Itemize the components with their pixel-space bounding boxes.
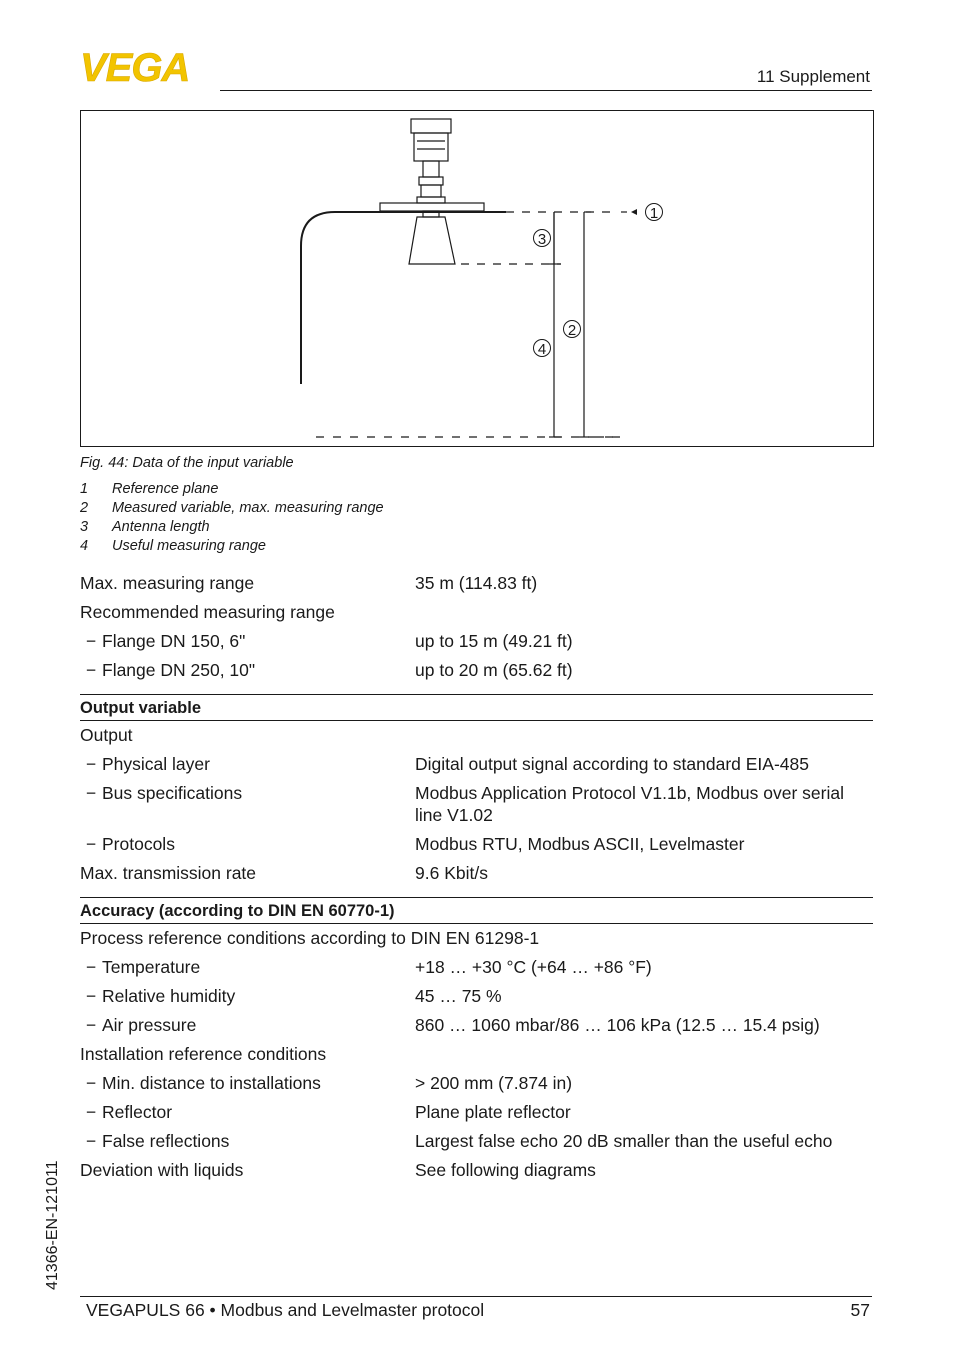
legend-item: 3 Antenna length — [80, 519, 210, 535]
legend-item: 2 Measured variable, max. measuring range — [80, 500, 384, 516]
svg-text:3: 3 — [537, 231, 547, 248]
spec-row: − Protocols Modbus RTU, Modbus ASCII, Levelmaster — [80, 830, 873, 859]
spec-row: − Physical layer Digital output signal according to standard EIA-485 — [80, 750, 873, 779]
svg-text:2: 2 — [567, 322, 577, 339]
flange — [380, 203, 484, 211]
svg-text:1: 1 — [649, 205, 659, 222]
spec-row: − Flange DN 150, 6" up to 15 m (49.21 ft) — [80, 627, 873, 656]
housing-body — [414, 133, 448, 161]
spec-row: − Flange DN 250, 10" up to 20 m (65.62 ft) — [80, 656, 873, 685]
callout-4 — [534, 340, 551, 359]
output-variable-heading: Output variable — [80, 694, 873, 721]
footer-title: VEGAPULS 66 • Modbus and Levelmaster protocol — [86, 1300, 485, 1320]
spec-row: Output — [80, 725, 133, 745]
header-divider — [220, 90, 872, 91]
section-label: 11 Supplement — [756, 67, 870, 86]
callout-1 — [646, 204, 663, 223]
spec-row: − False reflections Largest false echo 20 dB smaller than the useful echo — [80, 1127, 873, 1156]
spec-row: − Air pressure 860 … 1060 mbar/86 … 106 kPa (12.5 … 15.4 psig) — [80, 1011, 873, 1040]
legend-item: 4 Useful measuring range — [80, 538, 266, 554]
spec-row: Process reference conditions according to DIN EN 61298-1 — [80, 928, 540, 948]
spec-row: − Min. distance to installations > 200 mm (7.874 in) — [80, 1069, 873, 1098]
callout-2 — [564, 321, 581, 340]
spec-row: − Reflector Plane plate reflector — [80, 1098, 873, 1127]
spec-row: − Temperature +18 … +30 °C (+64 … +86 °F) — [80, 953, 873, 982]
spec-table — [80, 569, 873, 1185]
housing-top — [411, 119, 451, 133]
spec-row: Max. transmission rate 9.6 Kbit/s — [80, 863, 488, 883]
spec-row: − Relative humidity 45 … 75 % — [80, 982, 873, 1011]
spec-row: Deviation with liquids See following diagrams — [80, 1160, 596, 1180]
figure-legend — [80, 481, 384, 557]
input-variable-figure — [80, 110, 874, 447]
svg-text:4: 4 — [537, 341, 547, 358]
spec-row: Installation reference conditions — [80, 1044, 327, 1064]
vega-logo — [80, 50, 212, 84]
antenna-diagram — [81, 111, 873, 446]
spec-row: − Bus specifications Modbus Application Protocol V1.1b, Modbus over serial line V1.02 — [80, 779, 873, 830]
vessel-wall — [301, 212, 381, 384]
figure-caption: Fig. 44: Data of the input variable — [80, 455, 294, 471]
spec-row: Max. measuring range 35 m (114.83 ft) — [80, 573, 538, 593]
legend-item: 1 Reference plane — [80, 481, 219, 497]
footer-divider — [80, 1296, 872, 1297]
callout-3 — [534, 230, 551, 249]
horn-antenna — [409, 217, 455, 264]
vega-logo-text: VEGA — [80, 50, 190, 84]
accuracy-heading: Accuracy (according to DIN EN 60770-1) — [80, 897, 873, 924]
document-id: 41366-EN-121011 — [44, 1160, 61, 1290]
page-number: 57 — [850, 1300, 870, 1320]
spec-row: Recommended measuring range — [80, 602, 335, 622]
